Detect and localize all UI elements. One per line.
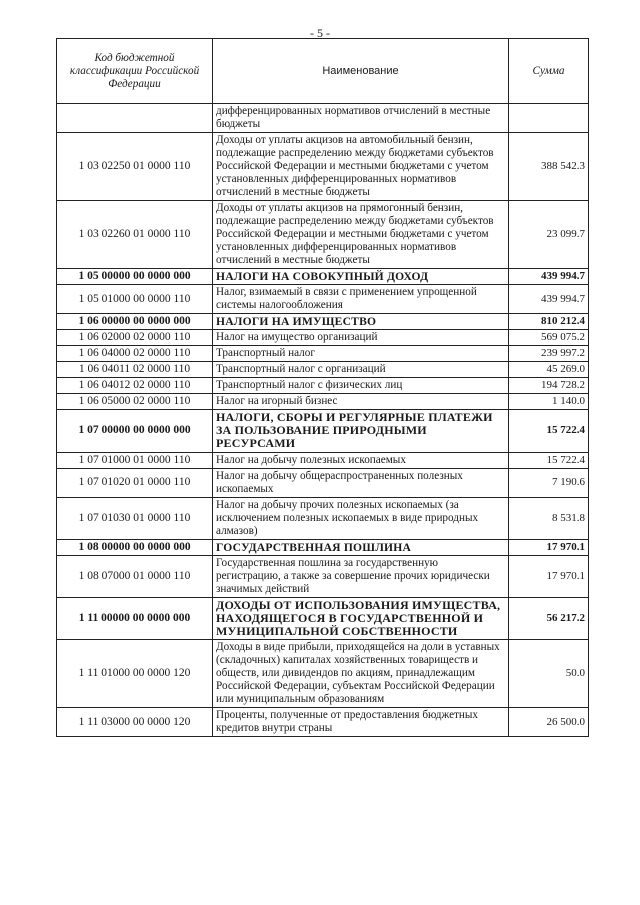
table-body xyxy=(57,104,589,737)
table-row xyxy=(57,133,589,201)
row-sum: 388 542.3 xyxy=(509,133,589,201)
row-code: 1 06 04012 02 0000 110 xyxy=(57,378,213,394)
row-sum: 17 970.1 xyxy=(509,555,589,597)
row-code: 1 08 00000 00 0000 000 xyxy=(57,539,213,555)
row-code: 1 06 04011 02 0000 110 xyxy=(57,362,213,378)
row-sum: 45 269.0 xyxy=(509,362,589,378)
row-code: 1 07 01020 01 0000 110 xyxy=(57,468,213,497)
row-sum: 239 997.2 xyxy=(509,346,589,362)
table-row xyxy=(57,314,589,330)
row-name: Государственная пошлина за государственную регистрацию, а также за совершение прочих юридически значимых действий xyxy=(213,555,509,597)
row-name: Налог, взимаемый в связи с применением упрощенной системы налогообложения xyxy=(213,285,509,314)
row-code xyxy=(57,104,213,133)
row-sum: 194 728.2 xyxy=(509,378,589,394)
row-sum: 7 190.6 xyxy=(509,468,589,497)
row-code: 1 06 02000 02 0000 110 xyxy=(57,330,213,346)
table-row xyxy=(57,346,589,362)
row-name: ДОХОДЫ ОТ ИСПОЛЬЗОВАНИЯ ИМУЩЕСТВА, НАХОДЯЩЕГОСЯ В ГОСУДАРСТВЕННОЙ И МУНИЦИПАЛЬНОЙ СОБСТВЕННОСТИ xyxy=(213,597,509,640)
table-row xyxy=(57,539,589,555)
row-sum: 8 531.8 xyxy=(509,497,589,539)
table-row xyxy=(57,468,589,497)
row-name: ГОСУДАРСТВЕННАЯ ПОШЛИНА xyxy=(213,539,509,555)
row-code: 1 11 03000 00 0000 120 xyxy=(57,708,213,737)
row-name: Налог на добычу общераспространенных полезных ископаемых xyxy=(213,468,509,497)
row-code: 1 05 00000 00 0000 000 xyxy=(57,269,213,285)
row-code: 1 07 01000 01 0000 110 xyxy=(57,452,213,468)
table-row xyxy=(57,394,589,410)
row-sum: 50.0 xyxy=(509,640,589,708)
row-sum: 56 217.2 xyxy=(509,597,589,640)
row-name: Транспортный налог с организаций xyxy=(213,362,509,378)
budget-revenue-table xyxy=(56,38,589,737)
row-sum: 439 994.7 xyxy=(509,269,589,285)
table-row xyxy=(57,497,589,539)
table-row xyxy=(57,555,589,597)
header-name: Наименование xyxy=(213,39,509,104)
row-code: 1 11 01000 00 0000 120 xyxy=(57,640,213,708)
table-row xyxy=(57,640,589,708)
table-row xyxy=(57,269,589,285)
row-sum: 15 722.4 xyxy=(509,410,589,453)
table-row xyxy=(57,708,589,737)
row-code: 1 06 00000 00 0000 000 xyxy=(57,314,213,330)
row-sum: 26 500.0 xyxy=(509,708,589,737)
row-sum: 23 099.7 xyxy=(509,201,589,269)
table-row xyxy=(57,378,589,394)
row-code: 1 03 02250 01 0000 110 xyxy=(57,133,213,201)
row-name: Транспортный налог с физических лиц xyxy=(213,378,509,394)
row-name: Проценты, полученные от предоставления бюджетных кредитов внутри страны xyxy=(213,708,509,737)
row-name: Доходы в виде прибыли, приходящейся на доли в уставных (складочных) капиталах хозяйственных товариществ и обществ, или дивидендов по акциям, принадлежащим Российской Федерации, субъектам Российской Федерации или муниципальным образованиям xyxy=(213,640,509,708)
table-row xyxy=(57,201,589,269)
table-row xyxy=(57,285,589,314)
row-sum: 15 722.4 xyxy=(509,452,589,468)
row-sum: 1 140.0 xyxy=(509,394,589,410)
row-code: 1 07 00000 00 0000 000 xyxy=(57,410,213,453)
row-name: НАЛОГИ НА ИМУЩЕСТВО xyxy=(213,314,509,330)
header-sum: Сумма xyxy=(509,39,589,104)
row-name: Доходы от уплаты акцизов на прямогонный бензин, подлежащие распределению между бюджетами субъектов Российской Федерации и местными бюджетами с учетом установленных дифференцированных нормативов отчислений в местные бюджеты xyxy=(213,201,509,269)
row-name: НАЛОГИ, СБОРЫ И РЕГУЛЯРНЫЕ ПЛАТЕЖИ ЗА ПОЛЬЗОВАНИЕ ПРИРОДНЫМИ РЕСУРСАМИ xyxy=(213,410,509,453)
table-row xyxy=(57,452,589,468)
row-code: 1 06 04000 02 0000 110 xyxy=(57,346,213,362)
row-name: Налог на добычу полезных ископаемых xyxy=(213,452,509,468)
row-name: Налог на игорный бизнес xyxy=(213,394,509,410)
header-code: Код бюджетной классификации Российской Федерации xyxy=(57,39,213,104)
table-row xyxy=(57,410,589,453)
page-number: - 5 - xyxy=(310,26,330,40)
row-sum: 439 994.7 xyxy=(509,285,589,314)
table-row xyxy=(57,362,589,378)
row-code: 1 11 00000 00 0000 000 xyxy=(57,597,213,640)
row-sum xyxy=(509,104,589,133)
row-sum: 17 970.1 xyxy=(509,539,589,555)
table-row xyxy=(57,330,589,346)
row-code: 1 05 01000 00 0000 110 xyxy=(57,285,213,314)
row-name: НАЛОГИ НА СОВОКУПНЫЙ ДОХОД xyxy=(213,269,509,285)
row-sum: 810 212.4 xyxy=(509,314,589,330)
row-name: Налог на добычу прочих полезных ископаемых (за исключением полезных ископаемых в виде природных алмазов) xyxy=(213,497,509,539)
row-name: дифференцированных нормативов отчислений в местные бюджеты xyxy=(213,104,509,133)
row-name: Транспортный налог xyxy=(213,346,509,362)
row-code: 1 03 02260 01 0000 110 xyxy=(57,201,213,269)
row-code: 1 08 07000 01 0000 110 xyxy=(57,555,213,597)
row-code: 1 07 01030 01 0000 110 xyxy=(57,497,213,539)
row-code: 1 06 05000 02 0000 110 xyxy=(57,394,213,410)
row-name: Доходы от уплаты акцизов на автомобильный бензин, подлежащие распределению между бюджетами субъектов Российской Федерации и местными бюджетами с учетом установленных дифференцированных нормативов отчислений в местные бюджеты xyxy=(213,133,509,201)
row-sum: 569 075.2 xyxy=(509,330,589,346)
table-row xyxy=(57,597,589,640)
table-row xyxy=(57,104,589,133)
row-name: Налог на имущество организаций xyxy=(213,330,509,346)
table-header-row xyxy=(57,39,589,104)
